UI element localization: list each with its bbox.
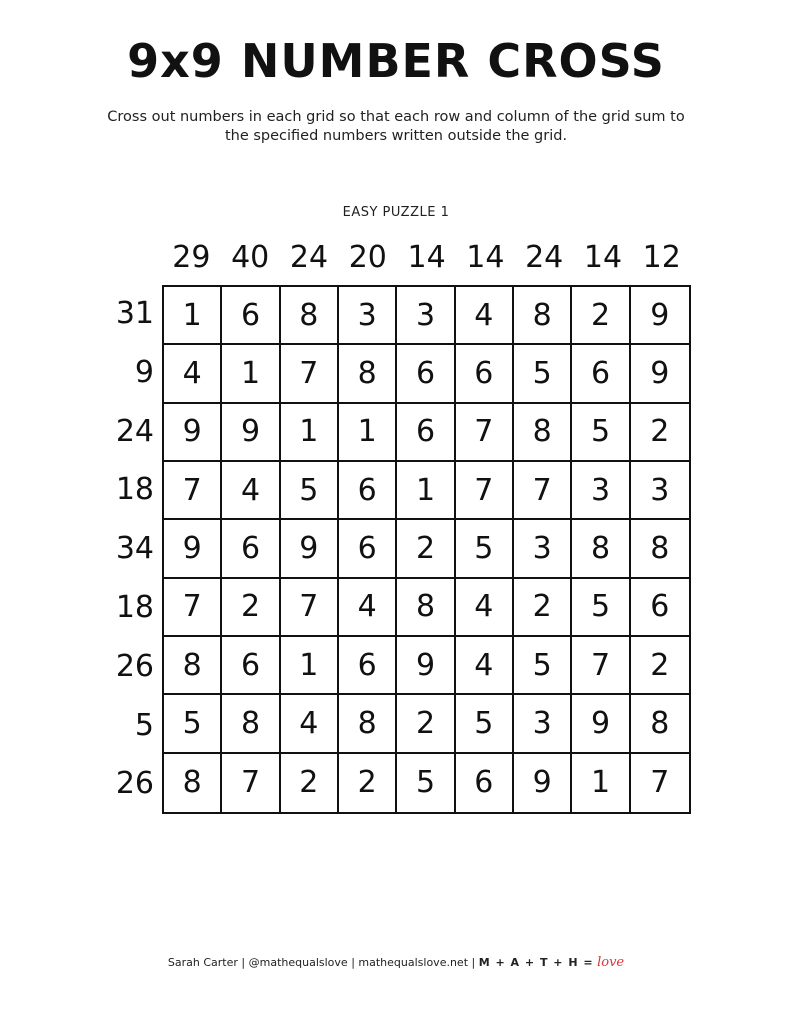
grid-cell[interactable]: 8 (514, 404, 572, 462)
grid-cell[interactable]: 9 (631, 287, 689, 345)
grid-cell[interactable]: 7 (281, 345, 339, 403)
grid-cell[interactable]: 5 (514, 637, 572, 695)
grid-cell[interactable]: 3 (514, 695, 572, 753)
column-sum: 12 (642, 240, 681, 275)
grid-cell[interactable]: 6 (397, 404, 455, 462)
column-sum: 14 (407, 240, 446, 275)
grid-cell[interactable]: 4 (339, 579, 397, 637)
grid-cell[interactable]: 5 (514, 345, 572, 403)
row-sum: 9 (134, 354, 154, 390)
footer-separator: | (351, 956, 355, 969)
row-sum: 18 (115, 472, 154, 508)
grid-cell[interactable]: 7 (572, 637, 630, 695)
grid-cell[interactable]: 9 (222, 404, 280, 462)
grid-cell[interactable]: 2 (339, 754, 397, 812)
grid-cell[interactable]: 9 (397, 637, 455, 695)
grid-cell[interactable]: 3 (572, 462, 630, 520)
grid-cell[interactable]: 2 (514, 579, 572, 637)
grid-cell[interactable]: 8 (339, 695, 397, 753)
grid-cell[interactable]: 6 (222, 637, 280, 695)
row-sum: 26 (115, 648, 154, 684)
grid-cell[interactable]: 8 (631, 695, 689, 753)
grid-cell[interactable]: 1 (572, 754, 630, 812)
grid-cell[interactable]: 4 (456, 579, 514, 637)
grid-cell[interactable]: 7 (222, 754, 280, 812)
column-sum: 24 (525, 240, 564, 275)
grid-cell[interactable]: 1 (339, 404, 397, 462)
grid-cell[interactable]: 1 (281, 637, 339, 695)
grid-cell[interactable]: 5 (456, 695, 514, 753)
column-sums (162, 238, 692, 278)
grid-cell[interactable]: 6 (222, 287, 280, 345)
footer-separator: | (241, 956, 246, 969)
grid-cell[interactable]: 6 (339, 637, 397, 695)
footer-separator: | (471, 956, 476, 969)
grid-cell[interactable]: 5 (397, 754, 455, 812)
grid-cell[interactable]: 8 (514, 287, 572, 345)
grid-cell[interactable]: 1 (164, 287, 222, 345)
grid-cell[interactable]: 8 (164, 637, 222, 695)
grid-cell[interactable]: 3 (397, 287, 455, 345)
grid-cell[interactable]: 2 (281, 754, 339, 812)
grid-cell[interactable]: 2 (397, 520, 455, 578)
grid-cell[interactable]: 7 (456, 404, 514, 462)
grid-cell[interactable]: 7 (456, 462, 514, 520)
grid-cell[interactable]: 4 (164, 345, 222, 403)
grid-cell[interactable]: 8 (222, 695, 280, 753)
footer-love-logo: love (597, 955, 625, 970)
grid-cell[interactable]: 9 (631, 345, 689, 403)
grid-cell[interactable]: 6 (456, 345, 514, 403)
grid-cell[interactable]: 7 (514, 462, 572, 520)
column-sum: 40 (231, 240, 270, 275)
grid-cell[interactable]: 8 (164, 754, 222, 812)
grid-cell[interactable]: 7 (281, 579, 339, 637)
grid-cell[interactable]: 6 (339, 520, 397, 578)
footer-brand: M + A + T + H = (478, 956, 594, 969)
grid-cell[interactable]: 8 (631, 520, 689, 578)
grid-cell[interactable]: 2 (631, 637, 689, 695)
row-sum: 31 (115, 296, 154, 331)
grid-cell[interactable]: 6 (572, 345, 630, 403)
row-sums (104, 285, 158, 814)
column-sum: 24 (289, 240, 329, 275)
grid-cell[interactable]: 3 (339, 287, 397, 345)
footer-handle: @mathequalslove (248, 956, 348, 969)
grid-cell[interactable]: 5 (456, 520, 514, 578)
row-sum: 34 (115, 531, 154, 567)
grid-cell[interactable]: 4 (281, 695, 339, 753)
footer (0, 955, 792, 970)
column-sum: 29 (172, 240, 211, 275)
grid-cell[interactable]: 7 (164, 462, 222, 520)
grid-cell[interactable]: 6 (222, 520, 280, 578)
column-sum: 20 (348, 240, 387, 275)
puzzle-subtitle: EASY PUZZLE 1 (342, 205, 450, 220)
grid-cell[interactable]: 7 (164, 579, 222, 637)
grid-cell[interactable]: 9 (281, 520, 339, 578)
grid-cell[interactable]: 5 (281, 462, 339, 520)
grid-cell[interactable]: 1 (222, 345, 280, 403)
grid-cell[interactable]: 8 (339, 345, 397, 403)
grid-cell[interactable]: 4 (456, 287, 514, 345)
row-sum: 5 (134, 707, 154, 743)
grid-cell[interactable]: 2 (222, 579, 280, 637)
grid-cell[interactable]: 6 (631, 579, 689, 637)
grid-cell[interactable]: 9 (164, 404, 222, 462)
puzzle-grid (162, 285, 691, 814)
grid-cell[interactable]: 8 (572, 520, 630, 578)
grid-cell[interactable]: 9 (514, 754, 572, 812)
footer-author: Sarah Carter (167, 956, 238, 969)
grid-cell[interactable]: 8 (281, 287, 339, 345)
column-sum: 14 (466, 240, 505, 275)
page-title: 9x9 NUMBER CROSS (127, 34, 665, 88)
grid-cell[interactable]: 6 (397, 345, 455, 403)
footer-website: mathequalslove.net (358, 956, 469, 969)
grid-cell[interactable]: 6 (339, 462, 397, 520)
grid-cell[interactable]: 1 (397, 462, 455, 520)
grid-cell[interactable]: 5 (164, 695, 222, 753)
grid-cell[interactable]: 7 (650, 765, 670, 801)
grid-cell[interactable]: 2 (572, 287, 630, 345)
grid-cell[interactable]: 2 (397, 695, 455, 753)
grid-cell[interactable]: 3 (514, 520, 572, 578)
grid-cell[interactable]: 9 (572, 695, 630, 753)
grid-cell[interactable]: 4 (456, 637, 514, 695)
grid-cell[interactable]: 3 (631, 462, 689, 520)
column-sum: 14 (583, 240, 623, 275)
grid-cell[interactable]: 5 (572, 404, 630, 462)
grid-cell[interactable]: 4 (222, 462, 280, 520)
grid-cell[interactable]: 5 (572, 579, 630, 637)
grid-cell[interactable]: 2 (631, 404, 689, 462)
grid-cell[interactable]: 9 (164, 520, 222, 578)
grid-cell[interactable]: 8 (397, 579, 455, 637)
instructions-line-1: Cross out numbers in each grid so that each row and column of the grid sum to (107, 109, 685, 125)
grid-cell[interactable]: 1 (281, 404, 339, 462)
instructions-line-2: the specified numbers written outside the grid. (224, 128, 568, 144)
row-sum: 26 (115, 766, 154, 802)
grid-cell[interactable]: 6 (456, 754, 514, 812)
instructions (90, 108, 702, 146)
row-sum: 18 (115, 589, 154, 625)
row-sum: 24 (115, 413, 154, 449)
